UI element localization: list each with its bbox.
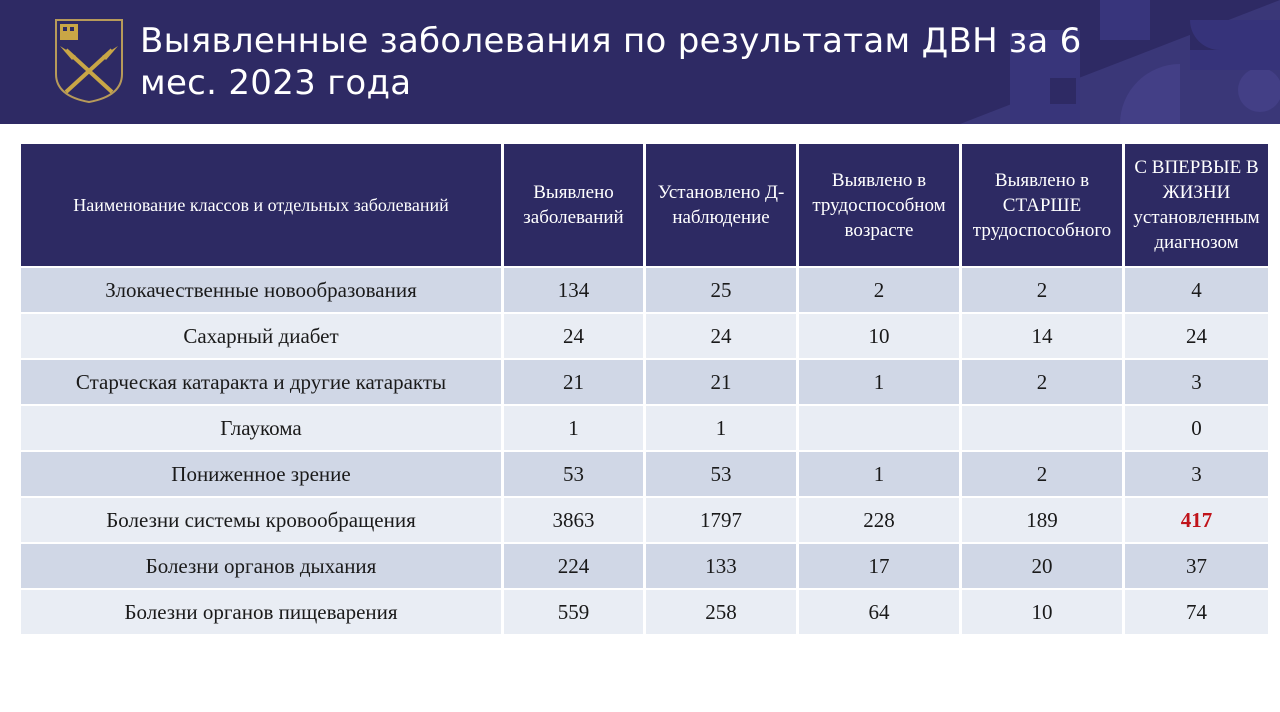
table-row	[21, 360, 1268, 404]
table-row	[21, 544, 1268, 588]
table-cell: 133	[646, 544, 796, 588]
table-cell: 21	[646, 360, 796, 404]
table-cell: 24	[504, 314, 643, 358]
column-header: Выявлено заболеваний	[504, 144, 643, 266]
disease-name-cell: Сахарный диабет	[21, 314, 501, 358]
table-cell: 1	[646, 406, 796, 450]
table-cell: 1797	[646, 498, 796, 542]
column-header: Установлено Д-наблюдение	[646, 144, 796, 266]
table-cell: 21	[504, 360, 643, 404]
disease-name-cell: Болезни системы кровообращения	[21, 498, 501, 542]
table-cell: 3	[1125, 360, 1268, 404]
coat-of-arms-logo	[52, 16, 126, 104]
highlighted-cell: 417	[1125, 498, 1268, 542]
table-row	[21, 498, 1268, 542]
table-cell: 53	[646, 452, 796, 496]
table-cell: 37	[1125, 544, 1268, 588]
table-cell: 3863	[504, 498, 643, 542]
table-cell: 64	[799, 590, 959, 634]
table-cell: 559	[504, 590, 643, 634]
header-banner	[0, 0, 1280, 124]
table-row	[21, 268, 1268, 312]
table-cell	[962, 406, 1122, 450]
table-cell: 2	[962, 360, 1122, 404]
disease-name-cell: Злокачественные новообразования	[21, 268, 501, 312]
title-line-2: мес. 2023 года	[140, 63, 412, 103]
table-cell: 224	[504, 544, 643, 588]
table-cell: 53	[504, 452, 643, 496]
diseases-table	[18, 142, 1271, 636]
table-cell: 258	[646, 590, 796, 634]
table-cell: 3	[1125, 452, 1268, 496]
table-header-row	[21, 144, 1268, 266]
table-cell: 2	[962, 452, 1122, 496]
table-cell: 14	[962, 314, 1122, 358]
column-header: С ВПЕРВЫЕ В ЖИЗНИ установленным диагнозом	[1125, 144, 1268, 266]
table-row	[21, 314, 1268, 358]
table-cell: 1	[799, 452, 959, 496]
table-cell: 17	[799, 544, 959, 588]
table-cell: 25	[646, 268, 796, 312]
table-cell: 24	[1125, 314, 1268, 358]
table-row	[21, 406, 1268, 450]
table-cell: 24	[646, 314, 796, 358]
column-header: Выявлено в трудоспособном возрасте	[799, 144, 959, 266]
disease-name-cell: Болезни органов дыхания	[21, 544, 501, 588]
table-cell: 10	[799, 314, 959, 358]
table-cell: 20	[962, 544, 1122, 588]
table-cell: 134	[504, 268, 643, 312]
disease-name-cell: Старческая катаракта и другие катаракты	[21, 360, 501, 404]
table-cell: 228	[799, 498, 959, 542]
table-cell: 74	[1125, 590, 1268, 634]
table-cell: 0	[1125, 406, 1268, 450]
table-cell: 10	[962, 590, 1122, 634]
title-line-1: Выявленные заболевания по результатам ДВН за 6	[140, 21, 1082, 61]
table-cell: 2	[962, 268, 1122, 312]
table-cell: 4	[1125, 268, 1268, 312]
table-row	[21, 452, 1268, 496]
table-cell: 1	[504, 406, 643, 450]
table-cell	[799, 406, 959, 450]
table-cell: 189	[962, 498, 1122, 542]
column-header: Выявлено в СТАРШЕ трудоспособного	[962, 144, 1122, 266]
column-header: Наименование классов и отдельных заболеваний	[21, 144, 501, 266]
disease-name-cell: Глаукома	[21, 406, 501, 450]
table-cell: 1	[799, 360, 959, 404]
table-row	[21, 590, 1268, 634]
disease-name-cell: Болезни органов пищеварения	[21, 590, 501, 634]
table-cell: 2	[799, 268, 959, 312]
page-title	[140, 20, 1180, 104]
disease-name-cell: Пониженное зрение	[21, 452, 501, 496]
